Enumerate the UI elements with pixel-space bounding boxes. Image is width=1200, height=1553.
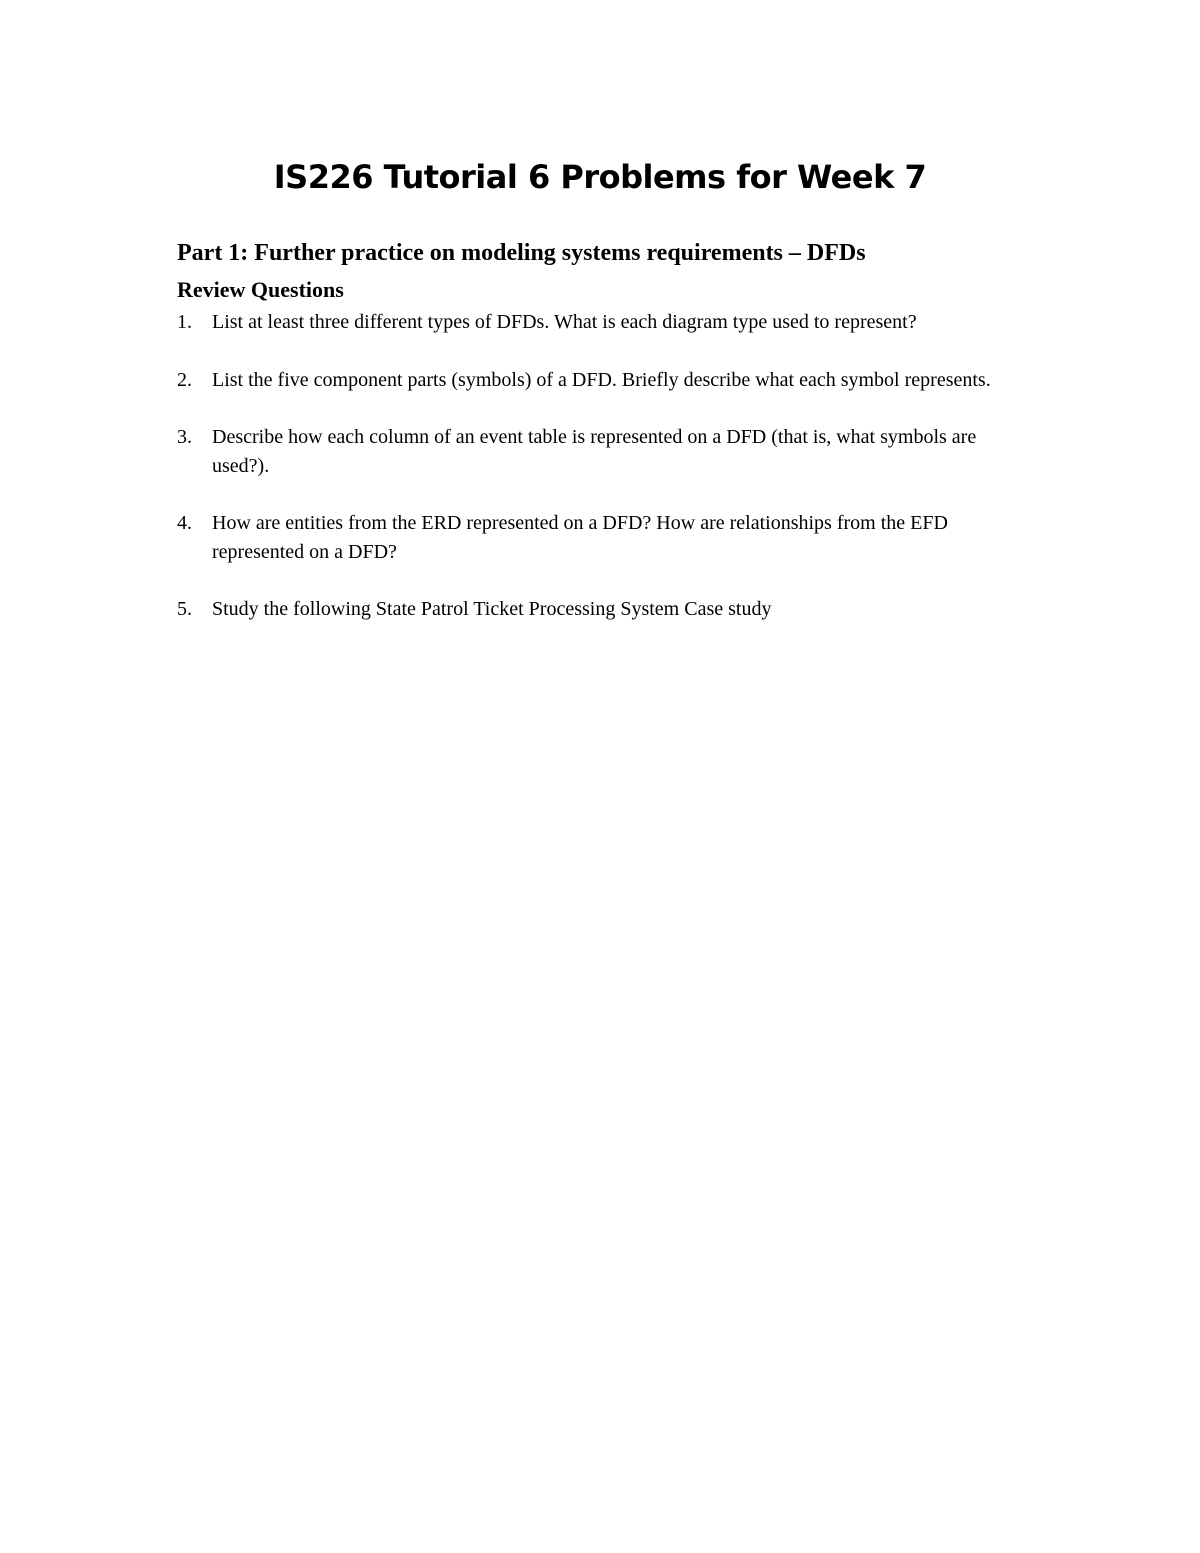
question-number: 2. — [177, 368, 192, 391]
question-item-5 — [177, 595, 1037, 624]
question-list — [177, 308, 1037, 653]
question-text: List at least three different types of DFDs. What is each diagram type used to represent? — [212, 311, 917, 333]
question-text: How are entities from the ERD represented on a DFD? How are relationships from the EFD represented on a DFD? — [212, 512, 948, 563]
page-title: IS226 Tutorial 6 Problems for Week 7 — [273, 158, 927, 196]
question-item-4 — [177, 509, 1037, 566]
question-text: Study the following State Patrol Ticket Processing System Case study — [212, 598, 772, 620]
question-number: 1. — [177, 311, 192, 333]
question-text: Describe how each column of an event table is represented on a DFD (that is, what symbols are used?). — [212, 426, 977, 477]
question-number: 4. — [177, 512, 192, 534]
question-text: List the five component parts (symbols) of a DFD. Briefly describe what each symbol represents. — [212, 368, 991, 391]
part-heading: Part 1: Further practice on modeling systems requirements – DFDs — [177, 240, 866, 266]
question-number: 3. — [177, 426, 192, 448]
question-number: 5. — [177, 598, 192, 620]
question-item-3 — [177, 423, 1037, 480]
question-item-1 — [177, 308, 1037, 337]
section-heading: Review Questions — [177, 277, 344, 302]
question-item-2 — [177, 366, 1037, 395]
